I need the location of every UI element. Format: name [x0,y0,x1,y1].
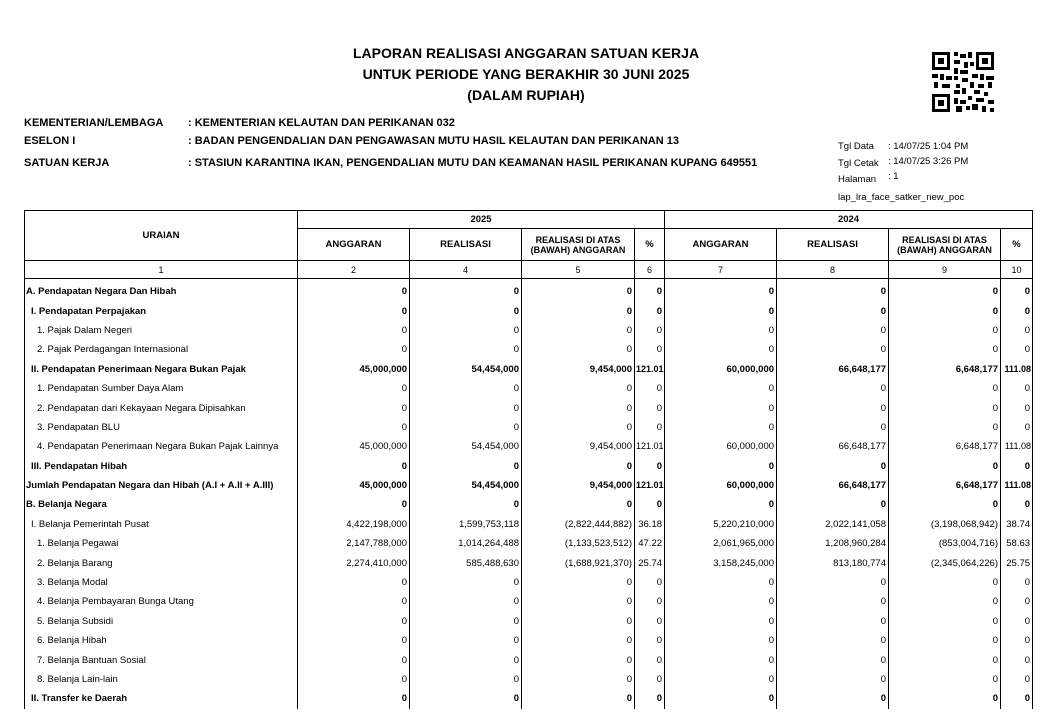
row-label: 1. Belanja Pegawai [25,534,298,553]
cell-anggaran-2024: 0 [665,279,777,302]
row-label: 5. Belanja Subsidi [25,612,298,631]
cell-pct-2025: 36.18 [635,515,665,534]
column-number-row: 1 2 4 5 6 7 8 9 10 [25,261,1033,279]
cell-realisasi-2024: 0 [777,650,889,669]
cell-selisih-2025: 0 [522,279,635,302]
cell-anggaran-2024: 0 [665,340,777,359]
cell-pct-2025: 0 [635,279,665,302]
report-title-line3: (DALAM RUPIAH) [467,87,585,103]
cell-pct-2024: 0 [1001,457,1033,476]
year-2024-header: 2024 [665,211,1033,229]
table-row [25,279,1033,302]
cell-pct-2024: 0 [1001,689,1033,708]
cell-realisasi-2025: 0 [410,573,522,592]
cell-anggaran-2024: 0 [665,650,777,669]
cell-selisih-2024: 6,648,177 [889,476,1001,495]
cell-pct-2024: 0 [1001,301,1033,320]
table-row [25,360,1033,379]
cell-anggaran-2024: 0 [665,631,777,650]
cell-realisasi-2024: 1,208,960,284 [777,534,889,553]
table-row [25,612,1033,631]
satker-label: SATUAN KERJA [24,157,110,169]
cell-selisih-2024: 0 [889,340,1001,359]
cell-pct-2024: 111.08 [1001,437,1033,456]
cell-anggaran-2025: 0 [298,418,410,437]
cell-realisasi-2024: 0 [777,495,889,514]
cell-anggaran-2025: 0 [298,650,410,669]
cell-anggaran-2025: 0 [298,279,410,302]
cell-selisih-2025: 0 [522,457,635,476]
row-label: 3. Belanja Modal [25,573,298,592]
cell-pct-2024: 0 [1001,670,1033,689]
cell-anggaran-2024: 0 [665,301,777,320]
cell-realisasi-2024: 0 [777,573,889,592]
cell-realisasi-2025: 1,599,753,118 [410,515,522,534]
cell-selisih-2024: 6,648,177 [889,360,1001,379]
table-row [25,398,1033,417]
cell-selisih-2024: 0 [889,689,1001,708]
cell-pct-2024: 0 [1001,340,1033,359]
cell-pct-2024: 0 [1001,592,1033,611]
cell-anggaran-2024: 3,158,245,000 [665,553,777,572]
cell-selisih-2024: 0 [889,457,1001,476]
cell-realisasi-2024: 2,022,141,058 [777,515,889,534]
cell-realisasi-2024: 66,648,177 [777,476,889,495]
col-pct-2025: % [635,229,665,261]
cell-pct-2025: 0 [635,689,665,708]
cell-anggaran-2024: 0 [665,612,777,631]
cell-anggaran-2025: 2,147,788,000 [298,534,410,553]
cell-anggaran-2025: 0 [298,398,410,417]
cell-pct-2025: 0 [635,321,665,340]
table-row [25,650,1033,669]
cell-pct-2025: 25.74 [635,553,665,572]
cell-realisasi-2024: 0 [777,379,889,398]
row-label: A. Pendapatan Negara Dan Hibah [25,279,298,302]
row-label: I. Belanja Pemerintah Pusat [25,515,298,534]
cell-pct-2024: 0 [1001,379,1033,398]
row-label: II. Transfer ke Daerah [25,689,298,708]
cell-pct-2024: 0 [1001,573,1033,592]
cell-selisih-2025: 0 [522,689,635,708]
cell-anggaran-2024: 60,000,000 [665,360,777,379]
cell-pct-2025: 0 [635,340,665,359]
cell-realisasi-2025: 0 [410,379,522,398]
cell-selisih-2024: 0 [889,631,1001,650]
cell-selisih-2025: 0 [522,612,635,631]
cell-selisih-2024: 6,648,177 [889,437,1001,456]
table-row [25,592,1033,611]
cell-pct-2025: 0 [635,379,665,398]
row-label: 8. Belanja Lain-lain [25,670,298,689]
cell-anggaran-2024: 0 [665,573,777,592]
cell-realisasi-2024: 0 [777,301,889,320]
col-anggaran-2025: ANGGARAN [298,229,410,261]
cell-realisasi-2024: 0 [777,398,889,417]
cell-realisasi-2024: 0 [777,321,889,340]
kementerian-label: KEMENTERIAN/LEMBAGA [24,117,164,129]
col-realisasi-2024: REALISASI [777,229,889,261]
cell-anggaran-2024: 60,000,000 [665,437,777,456]
cell-pct-2024: 0 [1001,321,1033,340]
cell-realisasi-2025: 0 [410,612,522,631]
cell-selisih-2025: 9,454,000 [522,476,635,495]
row-label: 6. Belanja Hibah [25,631,298,650]
cell-selisih-2025: 0 [522,495,635,514]
cell-pct-2024: 0 [1001,650,1033,669]
cell-anggaran-2025: 45,000,000 [298,476,410,495]
cell-anggaran-2025: 0 [298,612,410,631]
cell-realisasi-2025: 0 [410,650,522,669]
cell-selisih-2025: (2,822,444,882) [522,515,635,534]
cell-selisih-2025: 0 [522,301,635,320]
kementerian-value: : KEMENTERIAN KELAUTAN DAN PERIKANAN 032 [188,117,455,129]
cell-realisasi-2025: 54,454,000 [410,437,522,456]
table-row [25,670,1033,689]
cell-realisasi-2025: 585,488,630 [410,553,522,572]
cell-anggaran-2025: 0 [298,340,410,359]
cell-pct-2025: 0 [635,418,665,437]
cell-realisasi-2024: 0 [777,689,889,708]
cell-anggaran-2024: 0 [665,495,777,514]
tgl-cetak-value: : 14/07/25 3:26 PM [888,156,969,167]
report-title-line1: LAPORAN REALISASI ANGGARAN SATUAN KERJA [352,45,700,61]
cell-realisasi-2024: 0 [777,670,889,689]
cell-selisih-2024: 0 [889,650,1001,669]
cell-anggaran-2025: 0 [298,592,410,611]
table-row [25,689,1033,708]
cell-realisasi-2025: 0 [410,495,522,514]
cell-selisih-2025: 9,454,000 [522,437,635,456]
table-row [25,418,1033,437]
halaman-value: : 1 [888,171,899,182]
cell-realisasi-2024: 0 [777,592,889,611]
cell-pct-2025: 0 [635,457,665,476]
cell-pct-2024: 111.08 [1001,360,1033,379]
cell-realisasi-2024: 0 [777,457,889,476]
eselon-value: : BADAN PENGENDALIAN DAN PENGAWASAN MUTU HASIL KELAUTAN DAN PERIKANAN 13 [188,135,679,147]
cell-anggaran-2025: 0 [298,495,410,514]
report-code: lap_lra_face_satker_new_poc [838,192,965,203]
cell-realisasi-2024: 66,648,177 [777,437,889,456]
year-2025-header: 2025 [298,211,665,229]
col-pct-2024: % [1001,229,1033,261]
cell-selisih-2025: (1,688,921,370) [522,553,635,572]
cell-anggaran-2025: 0 [298,573,410,592]
cell-anggaran-2025: 0 [298,670,410,689]
satker-value: : STASIUN KARANTINA IKAN, PENGENDALIAN MUTU DAN KEAMANAN HASIL PERIKANAN KUPANG 649551 [188,157,758,169]
table-row [25,476,1033,495]
cell-pct-2025: 0 [635,670,665,689]
tgl-data-value: : 14/07/25 1:04 PM [888,141,969,152]
cell-selisih-2024: 0 [889,398,1001,417]
cell-realisasi-2024: 0 [777,418,889,437]
cell-pct-2025: 0 [635,301,665,320]
cell-anggaran-2024: 5,220,210,000 [665,515,777,534]
cell-realisasi-2025: 0 [410,340,522,359]
table-row [25,495,1033,514]
cell-pct-2025: 121.01 [635,437,665,456]
cell-pct-2024: 0 [1001,279,1033,302]
row-label: 3. Pendapatan BLU [25,418,298,437]
cell-selisih-2025: (1,133,523,512) [522,534,635,553]
cell-realisasi-2025: 1,014,264,488 [410,534,522,553]
cell-pct-2024: 0 [1001,495,1033,514]
cell-anggaran-2024: 0 [665,457,777,476]
cell-anggaran-2024: 0 [665,670,777,689]
col-realisasi-2025: REALISASI [410,229,522,261]
cell-selisih-2024: 0 [889,321,1001,340]
cell-anggaran-2025: 45,000,000 [298,360,410,379]
cell-selisih-2024: 0 [889,301,1001,320]
row-label: I. Pendapatan Perpajakan [25,301,298,320]
cell-realisasi-2025: 0 [410,457,522,476]
cell-anggaran-2024: 0 [665,398,777,417]
col-realisasi-atas-2025: REALISASI DI ATAS (BAWAH) ANGGARAN [522,229,635,261]
cell-pct-2024: 0 [1001,418,1033,437]
eselon-label: ESELON I [24,135,76,147]
cell-anggaran-2024: 60,000,000 [665,476,777,495]
cell-anggaran-2025: 0 [298,379,410,398]
cell-pct-2025: 0 [635,495,665,514]
cell-realisasi-2025: 0 [410,689,522,708]
cell-realisasi-2024: 0 [777,279,889,302]
row-label: 2. Pendapatan dari Kekayaan Negara Dipisahkan [25,398,298,417]
row-label: 1. Pajak Dalam Negeri [25,321,298,340]
row-label: 2. Pajak Perdagangan Internasional [25,340,298,359]
cell-pct-2025: 121.01 [635,360,665,379]
table-row [25,457,1033,476]
col-uraian-header: URAIAN [25,211,298,261]
row-label: 4. Belanja Pembayaran Bunga Utang [25,592,298,611]
cell-anggaran-2025: 0 [298,631,410,650]
cell-pct-2025: 0 [635,650,665,669]
cell-anggaran-2024: 0 [665,418,777,437]
cell-anggaran-2024: 0 [665,689,777,708]
row-label: 4. Pendapatan Penerimaan Negara Bukan Pajak Lainnya [25,437,298,456]
table-row [25,631,1033,650]
cell-selisih-2025: 0 [522,573,635,592]
cell-anggaran-2025: 0 [298,321,410,340]
cell-selisih-2025: 0 [522,340,635,359]
cell-realisasi-2024: 0 [777,612,889,631]
table-row [25,515,1033,534]
cell-realisasi-2025: 0 [410,279,522,302]
row-label: III. Pendapatan Hibah [25,457,298,476]
cell-anggaran-2025: 0 [298,301,410,320]
table-row [25,437,1033,456]
cell-selisih-2025: 0 [522,592,635,611]
cell-realisasi-2024: 0 [777,340,889,359]
cell-selisih-2025: 9,454,000 [522,360,635,379]
cell-selisih-2024: 0 [889,612,1001,631]
cell-pct-2025: 0 [635,573,665,592]
cell-realisasi-2024: 66,648,177 [777,360,889,379]
cell-selisih-2024: (2,345,064,226) [889,553,1001,572]
row-label: II. Pendapatan Penerimaan Negara Bukan Pajak [25,360,298,379]
cell-selisih-2024: 0 [889,573,1001,592]
cell-realisasi-2024: 0 [777,631,889,650]
cell-selisih-2025: 0 [522,398,635,417]
table-row [25,379,1033,398]
halaman-label: Halaman [838,174,877,185]
cell-selisih-2024: 0 [889,495,1001,514]
cell-pct-2024: 25.75 [1001,553,1033,572]
cell-pct-2024: 111.08 [1001,476,1033,495]
cell-realisasi-2025: 54,454,000 [410,360,522,379]
cell-selisih-2024: 0 [889,418,1001,437]
cell-anggaran-2025: 2,274,410,000 [298,553,410,572]
table-row [25,553,1033,572]
qr-code-icon [932,52,994,112]
cell-realisasi-2025: 0 [410,321,522,340]
cell-anggaran-2025: 0 [298,457,410,476]
cell-realisasi-2025: 0 [410,418,522,437]
cell-pct-2025: 0 [635,398,665,417]
cell-selisih-2025: 0 [522,631,635,650]
report-title-line2: UNTUK PERIODE YANG BERAKHIR 30 JUNI 2025 [362,66,690,82]
cell-selisih-2024: (853,004,716) [889,534,1001,553]
cell-selisih-2024: 0 [889,379,1001,398]
table-row [25,534,1033,553]
cell-realisasi-2025: 0 [410,398,522,417]
cell-anggaran-2024: 0 [665,379,777,398]
tgl-cetak-label: Tgl Cetak [838,158,879,169]
row-label: Jumlah Pendapatan Negara dan Hibah (A.I + A.II + A.III) [25,476,298,495]
cell-pct-2025: 0 [635,612,665,631]
cell-selisih-2024: (3,198,068,942) [889,515,1001,534]
cell-anggaran-2025: 0 [298,689,410,708]
cell-pct-2024: 0 [1001,631,1033,650]
cell-realisasi-2024: 813,180,774 [777,553,889,572]
cell-pct-2024: 0 [1001,612,1033,631]
row-label: B. Belanja Negara [25,495,298,514]
cell-selisih-2024: 0 [889,592,1001,611]
cell-realisasi-2025: 0 [410,301,522,320]
cell-realisasi-2025: 0 [410,592,522,611]
cell-pct-2024: 0 [1001,398,1033,417]
row-label: 2. Belanja Barang [25,553,298,572]
table-row [25,340,1033,359]
cell-pct-2025: 0 [635,592,665,611]
cell-selisih-2025: 0 [522,379,635,398]
table-row [25,573,1033,592]
cell-selisih-2024: 0 [889,279,1001,302]
budget-realization-table [24,210,1033,709]
cell-selisih-2025: 0 [522,418,635,437]
tgl-data-label: Tgl Data [838,141,874,152]
cell-realisasi-2025: 0 [410,631,522,650]
cell-pct-2024: 58.63 [1001,534,1033,553]
cell-pct-2025: 0 [635,631,665,650]
cell-pct-2025: 121.01 [635,476,665,495]
cell-selisih-2025: 0 [522,321,635,340]
col-anggaran-2024: ANGGARAN [665,229,777,261]
cell-pct-2024: 38.74 [1001,515,1033,534]
table-row [25,301,1033,320]
cell-realisasi-2025: 0 [410,670,522,689]
row-label: 1. Pendapatan Sumber Daya Alam [25,379,298,398]
col-realisasi-atas-2024: REALISASI DI ATAS (BAWAH) ANGGARAN [889,229,1001,261]
cell-anggaran-2024: 2,061,965,000 [665,534,777,553]
cell-realisasi-2025: 54,454,000 [410,476,522,495]
table-row [25,321,1033,340]
cell-selisih-2025: 0 [522,670,635,689]
cell-anggaran-2024: 0 [665,321,777,340]
cell-selisih-2024: 0 [889,670,1001,689]
cell-anggaran-2024: 0 [665,592,777,611]
cell-anggaran-2025: 4,422,198,000 [298,515,410,534]
row-label: 7. Belanja Bantuan Sosial [25,650,298,669]
cell-anggaran-2025: 45,000,000 [298,437,410,456]
cell-pct-2025: 47.22 [635,534,665,553]
cell-selisih-2025: 0 [522,650,635,669]
